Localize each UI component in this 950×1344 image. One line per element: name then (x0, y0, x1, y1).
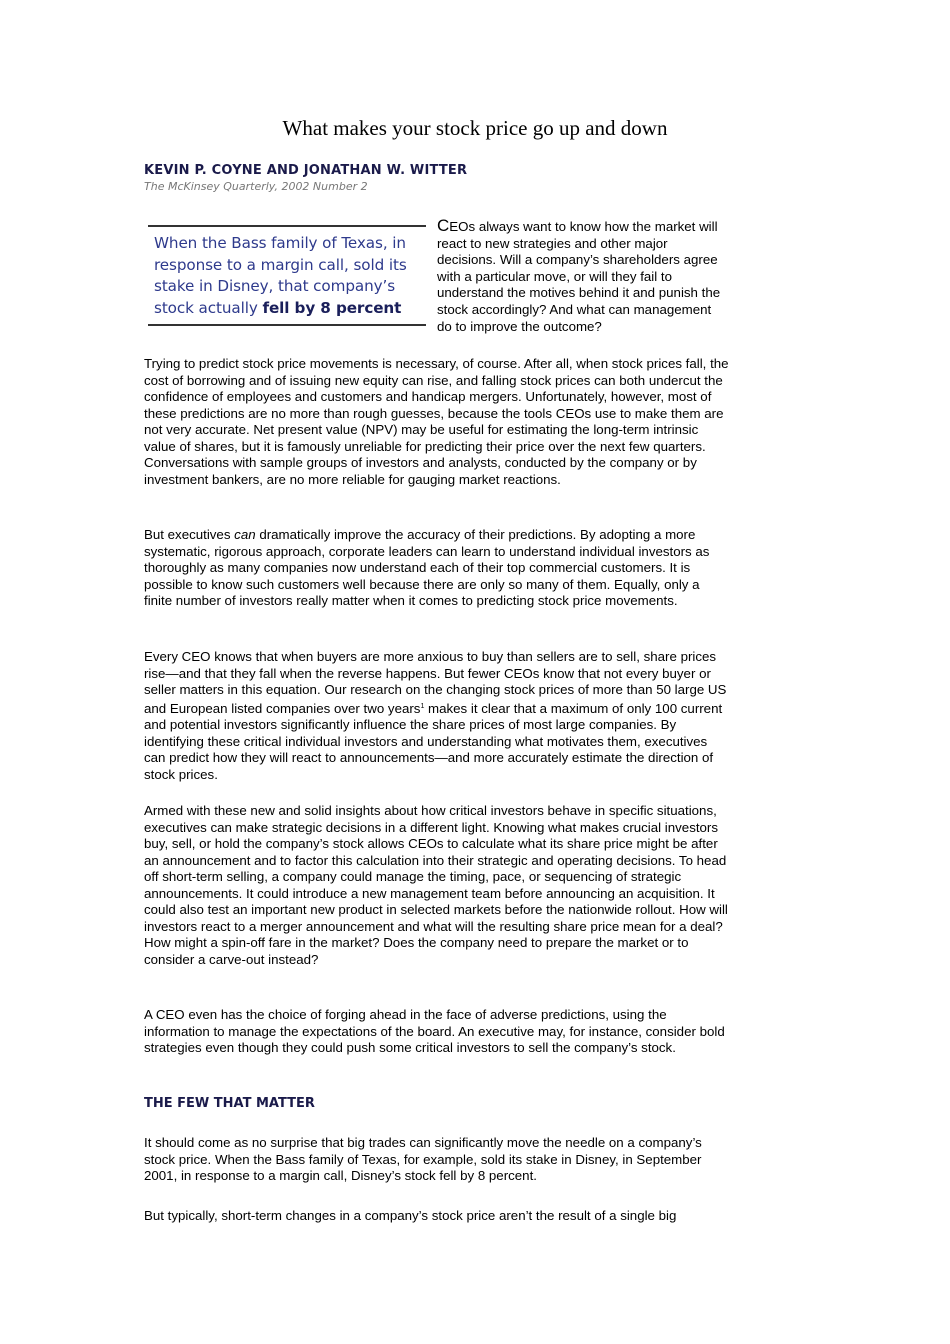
paragraph-6-text: It should come as no surprise that big trades can significantly move the needle on a company’s stock price. When the Bass family of Texas, for example, sold its stake in Disney, in September 2001, in response to a margin call, Disney’s stock fell by 8 percent. (144, 1135, 702, 1183)
intro-paragraph (437, 218, 727, 335)
paragraph-4-text: Armed with these new and solid insights about how critical investors behave in specific situations, executives can make strategic decisions in a different light. Knowing what makes crucial investors buy, sell, or hold the company’s stock allows CEOs to calculate what its share price might be after an announcement and to factor this calculation into their strategic and operating decisions. To head off short-term selling, a company could manage the timing, pace, or sequencing of strategic announcements. It could introduce a new management team before announcing an acquisition. It could also test an important new product in selected markets before the nationwide rollout. How will investors react to a merger announcement and what will the resulting share price mean for a deal? How might a spin-off fare in the market? Does the company need to prepare the market or to consider a carve-out instead? (144, 803, 728, 967)
paragraph-5 (144, 1007, 729, 1057)
footnote-marker[interactable]: 1 (420, 702, 425, 710)
paragraph-3 (144, 649, 729, 783)
paragraph-2-text (144, 527, 729, 610)
paragraph-3-text (144, 649, 729, 783)
drop-cap: C (437, 216, 450, 235)
article-authors: KEVIN P. COYNE AND JONATHAN W. WITTER (144, 163, 468, 178)
article-title: What makes your stock price go up and down (282, 116, 668, 140)
paragraph-3-rest: makes it clear that a maximum of only 100 current and potential investors significantly influence the share prices of most large companies. By identifying these critical individual investors and understanding what motivates them, executives can predict how they will react to announcements—and more accurately estimate the direction of stock prices. (144, 700, 723, 782)
paragraph-2-emphasis: can (234, 527, 256, 542)
paragraph-4 (144, 803, 729, 968)
paragraph-7 (144, 1208, 729, 1225)
intro-text: EOs always want to know how the market will react to new strategies and other major decisions. Will a company’s shareholders agree with a particular move, or will they fail to understand the motives behind it and punish the stock accordingly? And what can management do to improve the outcome? (437, 219, 721, 334)
paragraph-2-rest: dramatically improve the accuracy of their predictions. By adopting a more systematic, rigorous approach, corporate leaders can learn to understand individual investors as thoroughly as many companies now understand each of their top commercial customers. It is possible to know such customers well because there are only so many of them. Equally, only a finite number of investors really matter when it comes to predicting stock price movements. (144, 527, 710, 608)
paragraph-1 (144, 356, 729, 488)
paragraph-2 (144, 527, 729, 610)
article-source: The McKinsey Quarterly, 2002 Number 2 (144, 180, 368, 193)
paragraph-3-lead: Every CEO knows that when buyers are more anxious to buy than sellers are to sell, share prices rise—and that they fall when the reverse happens. But fewer CEOs know that not every buyer or seller matters in this equation. Our research on the changing stock prices of more than 50 large US and European listed companies over two years (144, 649, 727, 716)
paragraph-1-text: Trying to predict stock price movements is necessary, of course. After all, when stock prices fall, the cost of borrowing and of issuing new equity can rise, and falling stock prices can both undercut the confidence of employees and customers and handicap mergers. Unfortunately, however, most of these predictions are no more than rough guesses, because the tools CEOs use to make them are not very accurate. Net present value (NPV) may be useful for estimating the long-term intrinsic value of shares, but it is famously unreliable for predicting their price over the next few quarters. Conversations with sample groups of investors and analysts, conducted by the company or by investment bankers, are no more reliable for gauging market reactions. (144, 356, 729, 487)
pull-quote (148, 225, 426, 326)
paragraph-5-text: A CEO even has the choice of forging ahead in the face of adverse predictions, using the information to manage the expectations of the board. An executive may, for instance, consider bold strategies even though they could push some critical investors to sell the company’s stock. (144, 1007, 725, 1055)
paragraph-7-text: But typically, short-term changes in a company’s stock price aren’t the result of a single big (144, 1208, 677, 1223)
pull-quote-bottom-rule (148, 324, 426, 326)
paragraph-2-lead: But executives (144, 527, 235, 542)
pull-quote-bold: fell by 8 percent (262, 298, 402, 317)
pull-quote-top-rule (148, 225, 426, 227)
paragraph-6 (144, 1135, 729, 1185)
pull-quote-text (154, 233, 424, 319)
section-heading: THE FEW THAT MATTER (144, 1096, 315, 1111)
pull-quote-plain: When the Bass family of Texas, in response to a margin call, sold its stake in Disney, that company’s stock actually (154, 234, 407, 317)
